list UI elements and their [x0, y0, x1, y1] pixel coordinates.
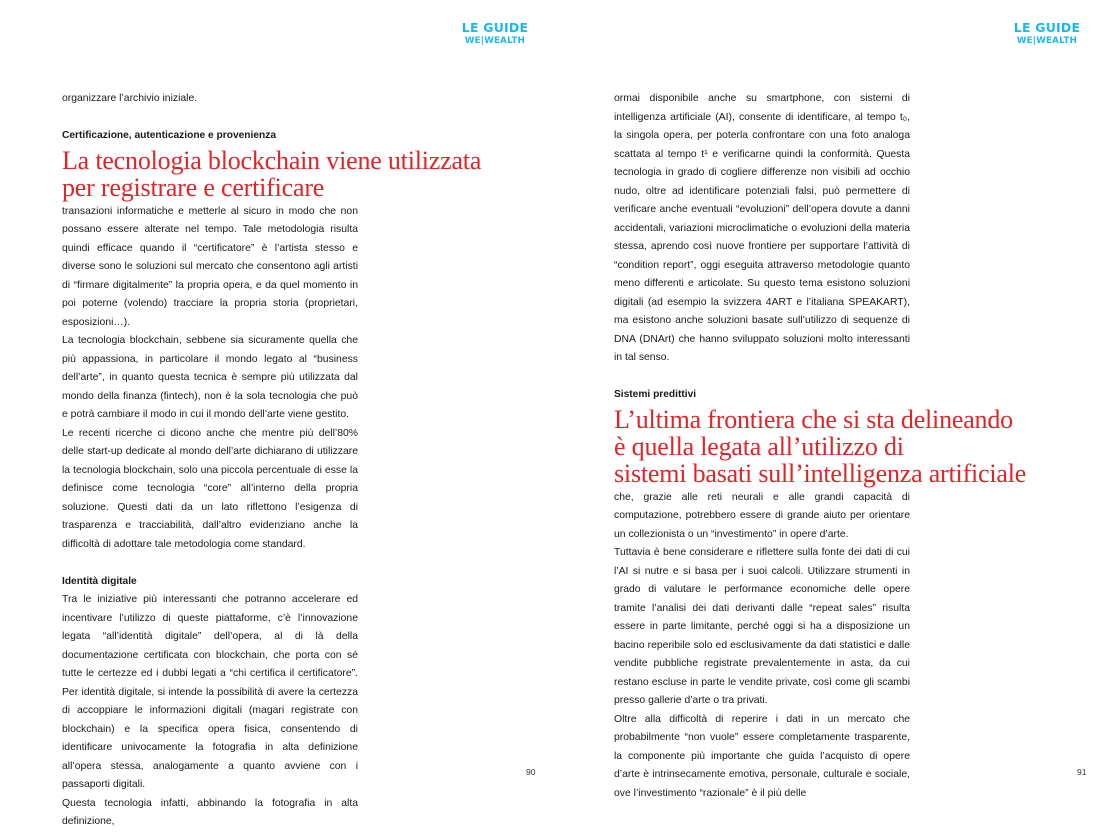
section-subhead: Certificazione, autenticazione e provenienza: [62, 130, 276, 141]
headline-line: La tecnologia blockchain viene utilizzata: [62, 145, 482, 175]
logo-line-1: LE GUIDE: [1013, 20, 1081, 35]
left-page-column: [62, 90, 482, 832]
le-guide-logo-right: [1010, 22, 1084, 45]
pull-quote-headline: [614, 406, 1074, 487]
headline-line: sistemi basati sull’intelligenza artificiale: [614, 458, 1027, 488]
section-subhead: Sistemi predittivi: [614, 389, 697, 400]
section-subhead: Identità digitale: [62, 575, 137, 587]
page-number-left: 90: [526, 767, 536, 777]
pull-quote-headline: [62, 147, 502, 201]
headline-line: è quella legata all’utilizzo di: [614, 431, 904, 461]
right-page-column: [614, 90, 1027, 803]
logo-line-1: LE GUIDE: [461, 20, 529, 35]
body-paragraph: Oltre alla difficoltà di reperire i dati in un mercato che probabilmente “non vuole” essere completamente trasparente, la componente più importante che guida l’acquisto di opere d’arte è intrinsecamente emotiva, personale, culturale e sociale, ove l’investimento “razionale” è il più delle: [614, 713, 910, 799]
intro-text: organizzare l’archivio iniziale.: [62, 93, 198, 104]
body-paragraph: ormai disponibile anche su smartphone, con sistemi di intelligenza artificiale (AI), consente di identificare, al tempo t₀, la singola opera, per poterla confrontare con una foto analoga scattata al tempo t¹ e verificarne quindi la conformità. Questa tecnologia in grado di cogliere differenze non visibili ad occhio nudo, oltre ad identificare potenziali falsi, può permettere di verificare anche eventuali “evoluzioni” dell’opera dovute a danni accidentali, variazioni microclimatiche o evoluzioni della materia stessa, aprendo così nuove frontiere per supportare l’attività di “condition report”, oggi eseguita attraverso metodologie quanto meno differenti e articolate. Su questo tema esistono soluzioni digitali (ad esempio la svizzera 4ART e l’italiana SPEAKART), ma esistono anche soluzioni basate sull’utilizzo di sequenze di DNA (DNArt) che hanno sviluppato soluzioni molto interessanti in tal senso.: [614, 93, 910, 363]
body-paragraph: Le recenti ricerche ci dicono anche che mentre più dell’80% delle start-up dedicate al mondo dell’arte dichiarano di utilizzare la tecnologia blockchain, solo una piccola percentuale di esse la definisce come tecnologia “core” all’interno della propria soluzione. Questi dati da un lato riflettono l’esigenza di trasparenza e tracciabilità, dall’altro evidenziano anche la difficoltà di adottare tale metodologia come standard.: [62, 427, 358, 550]
body-paragraph: transazioni informatiche e metterle al sicuro in modo che non possano essere alterate nel tempo. Tale metodologia risulta quindi efficace quando il “certificatore” è l’artista stesso e diverse sono le soluzioni sul mercato che consentono agli artisti di “firmare digitalmente” la propria opera, e da quel momento in poi poterne (volendo) tracciare la propria storia (proprietari, esposizioni…).: [62, 205, 358, 328]
body-paragraph: Tra le iniziative più interessanti che potranno accelerare ed incentivare l’utilizzo di queste piattaforme, c’è l’innovazione legata “all’identità digitale” dell’opera, al di là della documentazione certificata con blockchain, che porta con sé tutte le certezze ed i dubbi legati a “chi certifica il certificatore”. Per identità digitale, si intende la possibilità di avere la certezza di accoppiare le informazioni digitali (magari registrate con blockchain) e la specifica opera fisica, consentendo di identificare univocamente la fotografia in alta definizione all’opera stessa, analogamente a quanto avviene con i passaporti digitali.: [62, 594, 358, 790]
logo-line-2: WE|WEALTH: [464, 35, 526, 46]
headline-line: L’ultima frontiera che si sta delineando: [614, 404, 1013, 434]
body-paragraph: Tuttavia è bene considerare e riflettere sulla fonte dei dati di cui l’AI si nutre e si basa per i suoi calcoli. Utilizzare strumenti in grado di valutare le performance economiche delle opere tramite l’analisi dei dati derivanti dalle “repeat sales” risulta essere in parte limitante, perché oggi si ha a disposizione un bacino reperibile solo ed esclusivamente da dati statistici e dalle vendite pubbliche registrate prevalentemente in asta, da cui restano escluse in parte le vendite private, così come gli scambi presso gallerie d’arte o tra privati.: [614, 547, 910, 706]
headline-line: per registrare e certificare: [62, 172, 325, 202]
body-paragraph: che, grazie alle reti neurali e alle grandi capacità di computazione, potrebbero essere di grande aiuto per orientare un collezionista o un “investimento” in opere d’arte.: [614, 491, 910, 540]
logo-line-2: WE|WEALTH: [1016, 35, 1078, 46]
body-paragraph: La tecnologia blockchain, sebbene sia sicuramente quella che più appassiona, in particolare il mondo legato al “business dell’arte”, in quanto questa tecnica è sempre più utilizzata dal mondo della finanza (fintech), non è la sola tecnologia che può e potrà cambiare il modo in cui il mondo dell’arte viene gestito.: [62, 335, 358, 420]
le-guide-logo-left: [458, 22, 532, 45]
page-number-right: 91: [1077, 767, 1087, 777]
body-paragraph: Questa tecnologia infatti, abbinando la fotografia in alta definizione,: [62, 797, 358, 827]
